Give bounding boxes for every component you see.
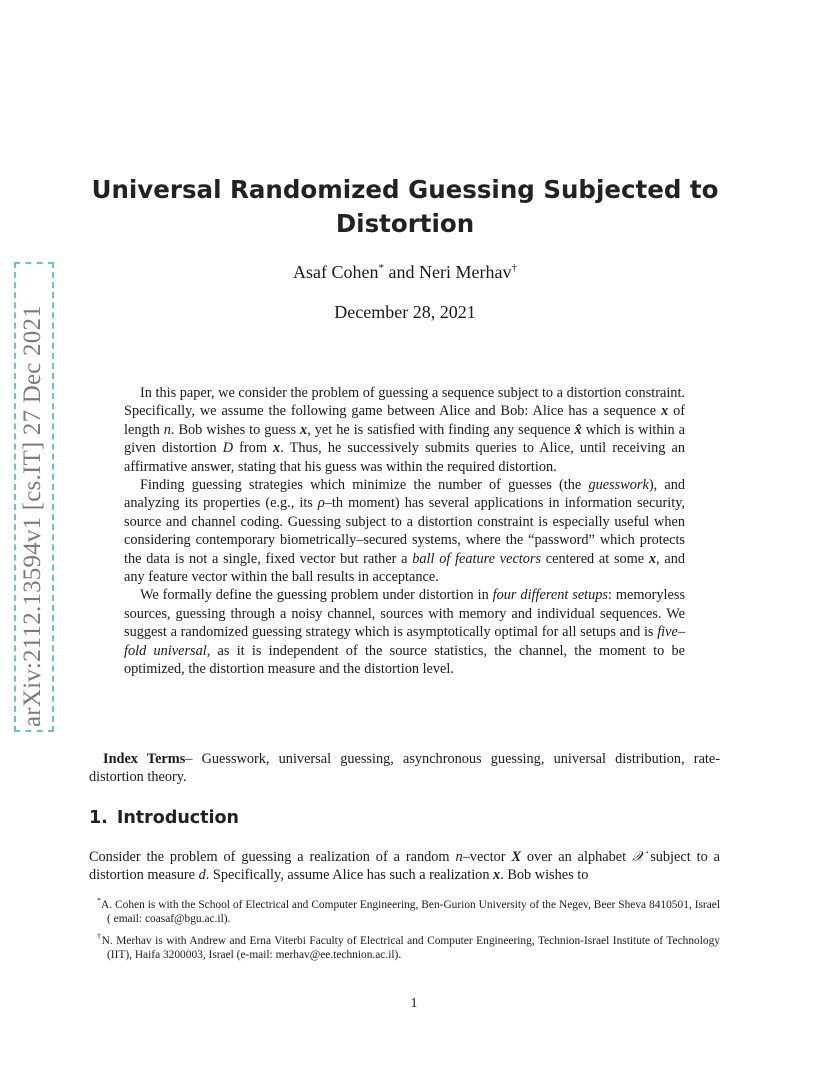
text-run: –th moment) has several applications in information security, source and channel coding. Guessing subject to a distortion constraint is especially useful when considering contemporary biometrically–secured systems, where the “password” which protects the data is not a single, fixed vector but rather a	[124, 495, 685, 567]
emphasis: four different setups	[492, 587, 609, 604]
text-run: We formally define the guessing problem under distortion in	[140, 587, 493, 604]
math-symbol: X	[511, 849, 521, 865]
footnote-text: N. Merhav is with Andrew and Erna Viterbi Faculty of Electrical and Computer Engineering, Technion-Israel Institute of Technology (IIT), Haifa 3200003, Israel (e-mail: merhav@ee.technion.ac.il).	[101, 934, 720, 962]
text-run: Consider the problem of guessing a realization of a random	[89, 849, 456, 865]
footnotes	[89, 894, 720, 966]
text-run: which is within a given distortion	[124, 421, 686, 457]
text-run: In this paper, we consider the problem of guessing a sequence subject to a distortion constraint. Specifically, we assume the following game between Alice and Bob: Alice has a sequence	[124, 385, 685, 420]
footnote-mark: *	[97, 896, 101, 905]
footnote	[89, 894, 720, 927]
section-heading	[89, 808, 239, 828]
text-run: subject to a distortion measure	[89, 849, 721, 884]
text-run: –vector	[462, 849, 512, 865]
emphasis: ball of feature vectors	[412, 550, 542, 567]
index-terms-text: – Guesswork, universal guessing, asynchronous guessing, universal distribution, rate-distortion theory.	[89, 751, 720, 786]
text-run: . Bob wishes to	[500, 867, 589, 884]
math-symbol: x	[648, 550, 657, 567]
text-run: , as it is independent of the source statistics, the channel, the moment to be optimized, the distortion measure and the distortion level.	[124, 642, 685, 678]
publication-date: December 28, 2021	[334, 302, 476, 322]
math-symbol: x	[273, 440, 281, 457]
author-name: Asaf Cohen	[293, 262, 379, 282]
math-symbol: x	[493, 867, 501, 884]
text-run: Finding guessing strategies which minimize the number of guesses (the	[140, 477, 589, 494]
section-title: Introduction	[116, 808, 240, 828]
page-number: 1	[410, 996, 418, 1011]
math-symbol: n	[455, 849, 463, 865]
text-run: over an alphabet	[520, 849, 632, 865]
footnote	[89, 930, 720, 963]
math-symbol: x̂	[574, 421, 582, 438]
math-symbol: n	[163, 421, 171, 438]
author-name: Neri Merhav	[419, 262, 512, 282]
text-run: centered at some	[541, 550, 649, 567]
math-symbol: x	[661, 403, 669, 420]
abstract	[124, 384, 685, 679]
abstract-paragraph	[124, 586, 685, 678]
text-run: . Bob wishes to guess	[170, 421, 301, 438]
text-run: from	[233, 440, 274, 457]
math-symbol: d	[198, 867, 206, 884]
abstract-paragraph	[124, 384, 685, 476]
abstract-paragraph	[124, 476, 685, 586]
index-terms	[89, 750, 720, 787]
footnote-text: A. Cohen is with the School of Electrical and Computer Engineering, Ben-Gurion University of the Negev, Beer Sheva 8410501, Israel ( email: coasaf@bgu.ac.il).	[101, 898, 720, 926]
emphasis: guesswork	[588, 477, 649, 494]
math-symbol: ρ	[317, 495, 325, 512]
math-symbol: D	[222, 440, 234, 457]
author-footnote-mark[interactable]: †	[511, 262, 517, 274]
paper-title: Universal Randomized Guessing Subjected to Distortion	[91, 175, 719, 238]
intro-paragraph	[89, 848, 720, 885]
math-symbol: 𝒳	[631, 849, 645, 865]
text-run: . Thus, he successively submits queries to Alice, until receiving an affirmative answer, stating that his guess was within the required distortion.	[124, 440, 685, 475]
text-run: . Specifically, assume Alice has such a realization	[205, 867, 494, 884]
index-terms-label: Index Terms	[103, 751, 186, 767]
text-run: , yet he is satisfied with finding any sequence	[307, 421, 575, 438]
text-run: of length	[124, 403, 685, 438]
emphasis: five–fold universal	[124, 624, 685, 659]
author-footnote-mark[interactable]: *	[378, 262, 384, 274]
text-run: , and any feature vector within the ball results in acceptance.	[124, 550, 685, 586]
section-number: 1.	[89, 808, 108, 828]
text-run: : memoryless sources, guessing through a noisy channel, sources with memory and individual sequences. We suggest a randomized guessing strategy which is asymptotically optimal for all setups and is	[124, 587, 686, 641]
author-conjunction: and	[384, 262, 419, 282]
arxiv-identifier[interactable]: arXiv:2112.13594v1 [cs.IT] 27 Dec 2021	[19, 305, 46, 727]
footnote-mark: †	[97, 931, 102, 941]
author-line	[90, 262, 720, 283]
text-run: ), and analyzing its properties (e.g., its	[124, 477, 685, 512]
math-symbol: x	[300, 421, 308, 438]
